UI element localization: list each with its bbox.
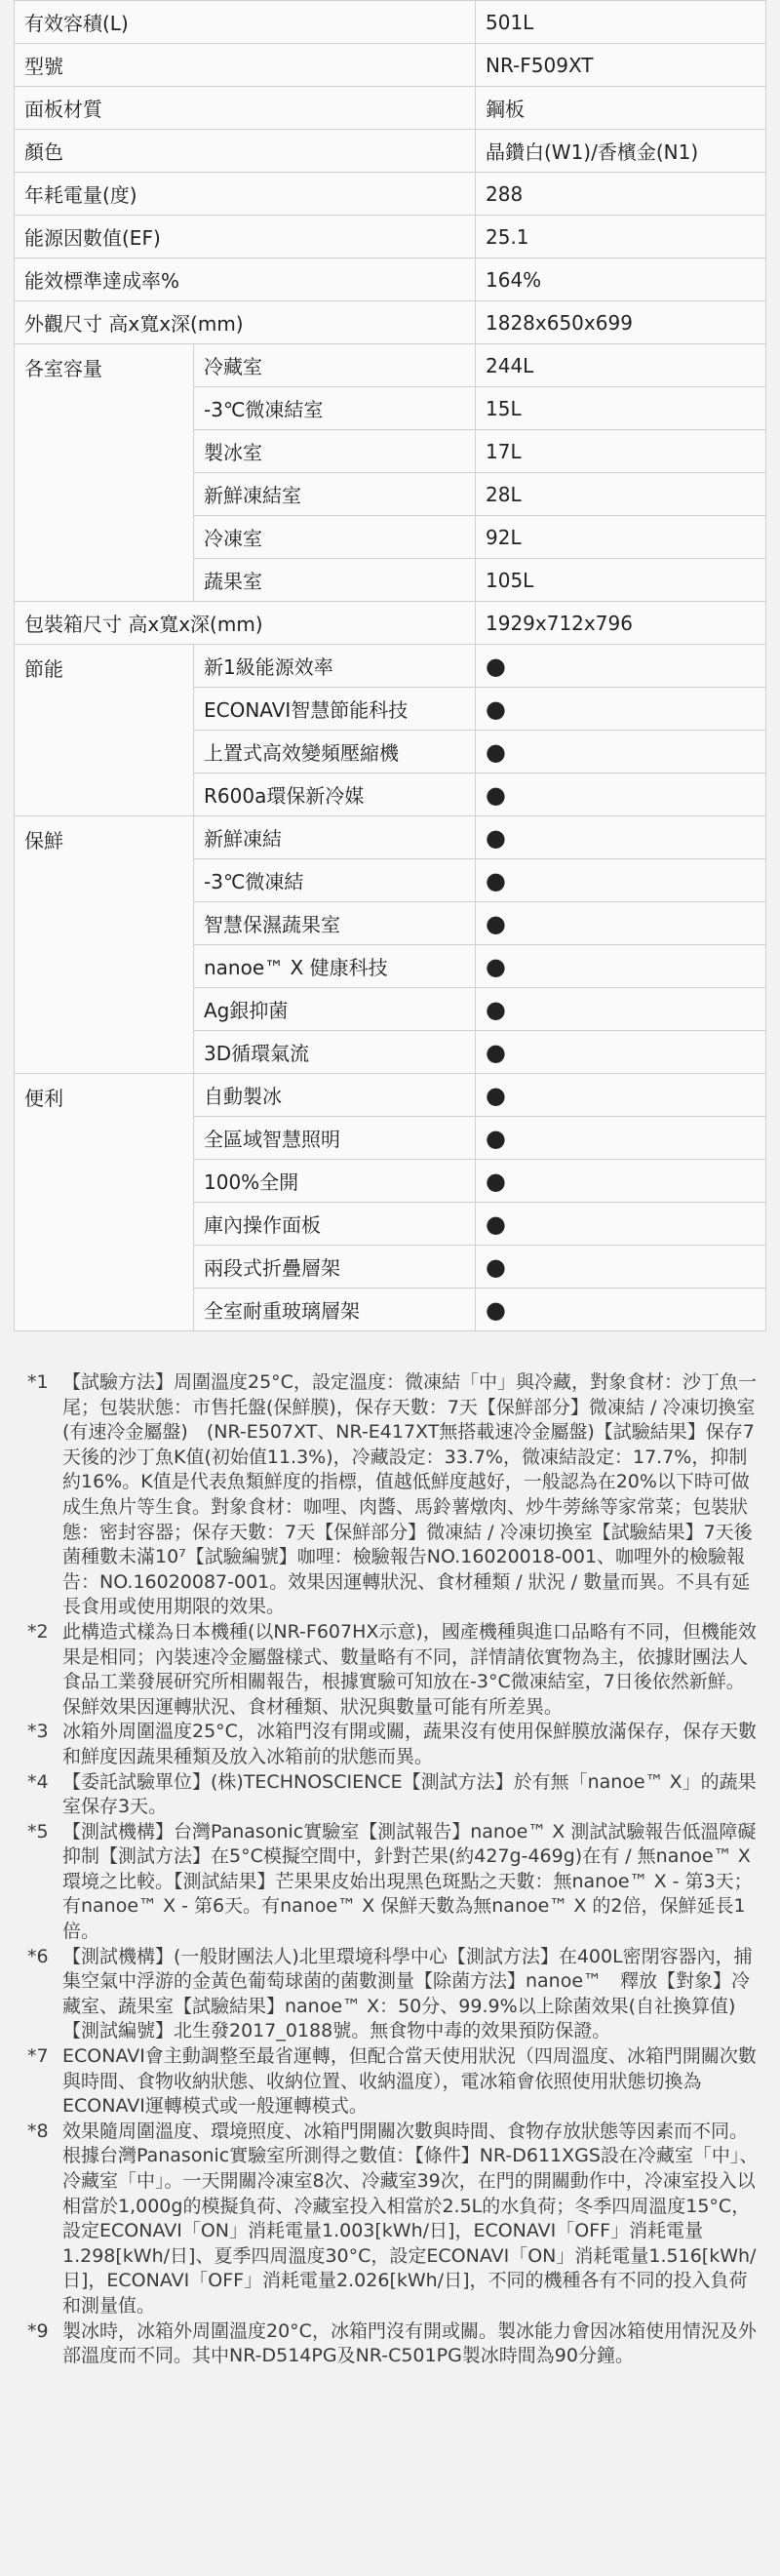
capacity-row [15,344,766,387]
spec-value: 164% [476,258,766,301]
spec-row [15,44,766,87]
feature-name: 兩段式折疊層架 [194,1246,476,1288]
footnote [21,1370,759,1620]
feature-row [15,1074,766,1117]
feature-name: 100%全開 [194,1160,476,1203]
footnote-number: *4 [27,1770,49,1793]
capacity-label: 各室容量 [15,344,194,602]
feature-name: R600a環保新冷媒 [194,773,476,816]
feature-name: Ag銀抑菌 [194,988,476,1031]
footnote-number: *7 [27,2045,49,2068]
footnote [21,2044,759,2120]
spec-label: 面板材質 [15,87,476,130]
feature-name: 全區域智慧照明 [194,1117,476,1160]
footnote-number: *2 [27,1620,49,1643]
footnote-text: 【委託試驗單位】(株)TECHNOSCIENCE【測試方法】於有無「nanoe™ X」的蔬果室保存3天。 [62,1770,757,1818]
footnote-number: *5 [27,1820,49,1843]
feature-dot-icon: ● [476,645,766,688]
feature-dot-icon: ● [476,1288,766,1331]
spec-value: 1929x712x796 [476,602,766,645]
compartment-volume: 28L [476,473,766,516]
footnote [21,2319,759,2369]
compartment-volume: 244L [476,344,766,387]
feature-name: 庫內操作面板 [194,1203,476,1246]
compartment-name: 蔬果室 [194,559,476,602]
feature-dot-icon: ● [476,688,766,731]
spec-row [15,130,766,173]
spec-row [15,173,766,216]
footnote-number: *1 [27,1371,49,1393]
feature-name: 新鮮凍結 [194,816,476,859]
spec-value: NR-F509XT [476,44,766,87]
footnote-text: 【測試機構】台灣Panasonic實驗室【測試報告】nanoe™ X 測試試驗報告低溫障礙抑制【測試方法】在5°C模擬空間中，針對芒果(約427g-469g)在有 / 無nanoe™ X 環境之比較。【測試結果】芒果果皮始出現黑色斑點之天數：無nanoe™ X - 第3天；有nanoe™ X - 第6天。有nanoe™ X 保鮮天數為無nanoe™ X 的2倍，保鮮延長1倍。 [62,1820,757,1943]
footnote-number: *8 [27,2120,49,2142]
footnote [21,1770,759,1820]
footnote-text: 製冰時，冰箱外周圍溫度20°C，冰箱門沒有開或關。製冰能力會因冰箱使用情況及外部溫度而不同。其中NR-D514PG及NR-C501PG製冰時間為90分鐘。 [62,2319,757,2367]
feature-name: nanoe™ X 健康科技 [194,945,476,988]
feature-dot-icon: ● [476,773,766,816]
spec-row [15,1,766,44]
footnotes [21,1370,759,2369]
spec-row [15,602,766,645]
feature-name: 新1級能源效率 [194,645,476,688]
feature-dot-icon: ● [476,945,766,988]
spec-value: 晶鑽白(W1)/香檳金(N1) [476,130,766,173]
spec-label: 有效容積(L) [15,1,476,44]
feature-name: 智慧保濕蔬果室 [194,902,476,945]
spec-row [15,258,766,301]
compartment-volume: 15L [476,387,766,430]
footnote [21,2120,759,2319]
spec-label: 包裝箱尺寸 高x寬x深(mm) [15,602,476,645]
footnote-number: *6 [27,1945,49,1967]
compartment-name: -3℃微凍結室 [194,387,476,430]
spec-value: 25.1 [476,216,766,258]
feature-row [15,816,766,859]
feature-dot-icon: ● [476,816,766,859]
footnote-text: 冰箱外周圍溫度25°C，冰箱門沒有開或關，蔬果沒有使用保鮮膜放滿保存，保存天數和鮮度因蔬果種類及放入冰箱前的狀態而異。 [62,1721,757,1767]
spec-value: 501L [476,1,766,44]
spec-row [15,301,766,344]
feature-dot-icon: ● [476,1203,766,1246]
feature-dot-icon: ● [476,902,766,945]
feature-dot-icon: ● [476,859,766,902]
compartment-name: 冷藏室 [194,344,476,387]
footnote [21,1620,759,1720]
feature-row [15,645,766,688]
footnote-text: 此構造式樣為日本機種(以NR-F607HX示意)，國產機種與進口品略有不同，但機能效果是相同；內裝速冷金屬盤樣式、數量略有不同，詳情請依實物為主，依據財團法人食品工業發展研究所相關報告，根據實驗可知放在-3°C微凍結室，7日後依然新鮮。保鮮效果因運轉狀況、食材種類、狀況與數量可能有所差異。 [62,1620,757,1718]
footnote-text: 效果隨周圍溫度、環境照度、冰箱門開關次數與時間、食物存放狀態等因素而不同。根據台灣Panasonic實驗室所測得之數值：【條件】NR-D611XGS設在冷藏室「中」、冷藏室「中」。一天開關冷凍室8次、冷藏室39次，在門的開關動作中，冷凍室投入以相當於1,000g的模擬負荷、冷藏室投入相當於2.5L的水負荷；冬季四周溫度15°C，設定ECONAVI「ON」消耗電量1.003[kWh/日]，ECONAVI「OFF」消耗電量1.298[kWh/日]、夏季四周溫度30°C，設定ECONAVI「ON」消耗電量1.516[kWh/日]，ECONAVI「OFF」消耗電量2.026[kWh/日]，不同的機種各有不同的投入負荷和測量值。 [62,2120,759,2317]
spec-table [14,0,766,1331]
spec-value: 1828x650x699 [476,301,766,344]
spec-row [15,216,766,258]
footnote [21,1820,759,1945]
compartment-name: 製冰室 [194,430,476,473]
feature-dot-icon: ● [476,731,766,773]
feature-category: 節能 [15,645,194,816]
footnote-number: *9 [27,2319,49,2342]
feature-dot-icon: ● [476,1031,766,1074]
feature-name: ECONAVI智慧節能科技 [194,688,476,731]
spec-label: 能效標準達成率% [15,258,476,301]
footnote-text: 【試驗方法】周圍溫度25°C，設定溫度：微凍結「中」與冷藏，對象食材：沙丁魚一尾；包裝狀態：市售托盤(保鮮膜)，保存天數：7天【保鮮部分】微凍結 / 冷凍切換室(有速冷金屬盤) (NR-E507XT、NR-E417XT無搭載速冷金屬盤)【試驗結果】保存7天後的沙丁魚K值(初始值11.3%)，冷藏設定：33.7%，微凍結設定：17.7%，抑制約16%。K值是代表魚類鮮度的指標，值越低鮮度越好，一般認為在20%以下時可做成生魚片等生食。對象食材：咖哩、肉醬、馬鈴薯燉肉、炒牛蒡絲等家常菜；包裝狀態：密封容器；保存天數：7天【保鮮部分】微凍結 / 冷凍切換室【試驗結果】7天後菌種數未滿10⁷【試驗編號】咖哩：檢驗報告NO.16020018-001、咖哩外的檢驗報告：NO.16020087-001。效果因運轉狀況、食材種類 / 狀況 / 數量而異。不具有延長食用或使用期限的效果。 [62,1371,757,1618]
feature-category: 便利 [15,1074,194,1331]
spec-label: 年耗電量(度) [15,173,476,216]
spec-row [15,87,766,130]
spec-label: 能源因數值(EF) [15,216,476,258]
footnote-number: *3 [27,1721,49,1743]
feature-name: 3D循環氣流 [194,1031,476,1074]
footnote [21,1945,759,2044]
compartment-volume: 92L [476,516,766,559]
feature-name: 自動製冰 [194,1074,476,1117]
compartment-volume: 105L [476,559,766,602]
feature-dot-icon: ● [476,1117,766,1160]
feature-dot-icon: ● [476,1246,766,1288]
feature-dot-icon: ● [476,1160,766,1203]
compartment-name: 冷凍室 [194,516,476,559]
feature-dot-icon: ● [476,1074,766,1117]
spec-value: 鋼板 [476,87,766,130]
compartment-volume: 17L [476,430,766,473]
spec-value: 288 [476,173,766,216]
compartment-name: 新鮮凍結室 [194,473,476,516]
feature-name: -3℃微凍結 [194,859,476,902]
feature-name: 全室耐重玻璃層架 [194,1288,476,1331]
feature-category: 保鮮 [15,816,194,1074]
feature-name: 上置式高效變頻壓縮機 [194,731,476,773]
footnote [21,1720,759,1769]
spec-label: 外觀尺寸 高x寬x深(mm) [15,301,476,344]
footnote-text: 【測試機構】(一般財團法人)北里環境科學中心【測試方法】在400L密閉容器內，捕集空氣中浮游的金黃色葡萄球菌的菌數測量【除菌方法】nanoe™ 釋放【對象】冷藏室、蔬果室【試驗結果】nanoe™ X：50分、99.9%以上除菌效果(自社換算值)【測試編號】北生發2017_0188號。無食物中毒的效果預防保證。 [62,1945,753,2042]
feature-dot-icon: ● [476,988,766,1031]
spec-label: 型號 [15,44,476,87]
footnote-text: ECONAVI會主動調整至最省運轉，但配合當天使用狀況（四周溫度、冰箱門開關次數與時間、食物收納狀態、收納位置、收納溫度），電冰箱會依照使用狀態切換為ECONAVI運轉模式或一般運轉模式。 [62,2045,757,2118]
spec-label: 顏色 [15,130,476,173]
